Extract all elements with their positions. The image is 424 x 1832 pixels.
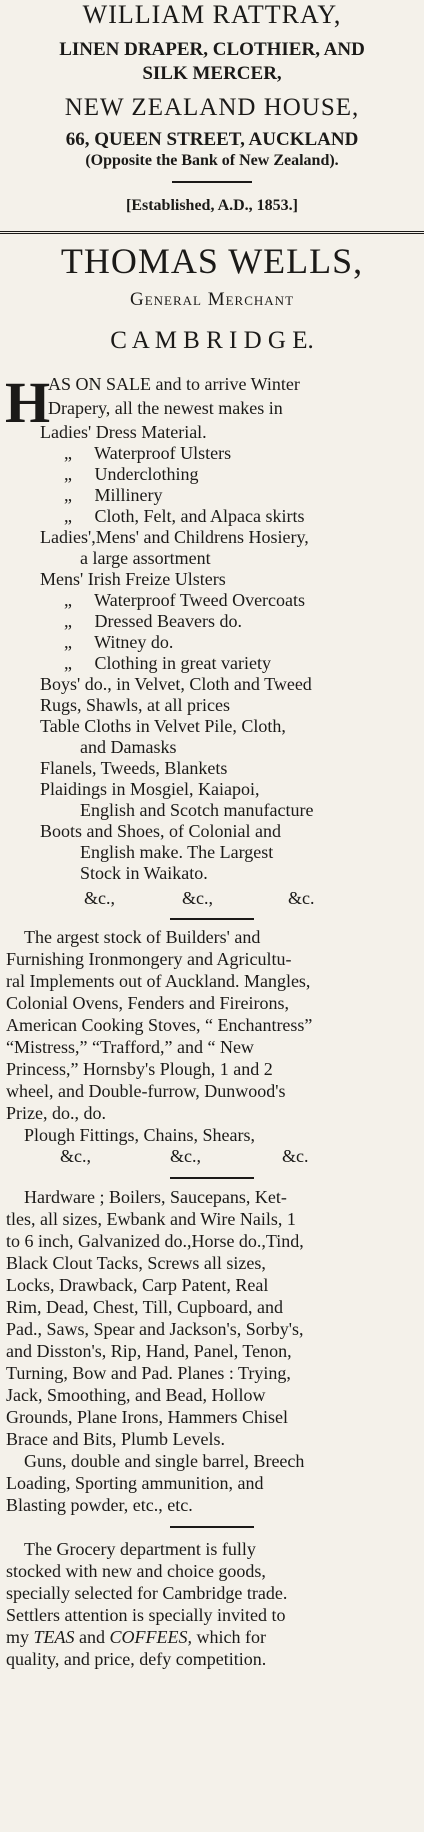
list-item: „ Millinery [64, 485, 163, 505]
paragraph-line: Guns, double and single barrel, Breech [24, 1451, 305, 1471]
paragraph-line: Princess,” Hornsby's Plough, 1 and 2 [6, 1059, 273, 1079]
paragraph-line: The Grocery department is fully [24, 1539, 256, 1559]
list-item: Stock in Waikato. [80, 863, 208, 883]
paragraph-line: Prize, do., do. [6, 1103, 106, 1123]
paragraph-line: wheel, and Double-furrow, Dunwood's [6, 1081, 286, 1101]
list-item: „ Cloth, Felt, and Alpaca skirts [64, 506, 305, 526]
etc-text: &c. [282, 1146, 309, 1166]
list-item: „ Dressed Beavers do. [64, 611, 242, 631]
paragraph-line: Settlers attention is specially invited to [6, 1605, 286, 1625]
paragraph-line: The argest stock of Builders' and [24, 927, 261, 947]
etc-text: &c., [170, 1146, 201, 1166]
list-item: „ Witney do. [64, 632, 174, 652]
advertiser-name: WILLIAM RATTRAY, [82, 0, 342, 29]
etc-text: &c. [288, 888, 315, 908]
list-item: English make. The Largest [80, 842, 274, 862]
list-item: Boots and Shoes, of Colonial and [40, 821, 281, 841]
text-span: which for [196, 1627, 267, 1647]
paragraph-line: Turning, Bow and Pad. Planes : Trying, [6, 1363, 291, 1383]
paragraph-line: Brace and Bits, Plumb Levels. [6, 1429, 225, 1449]
list-item: Flanels, Tweeds, Blankets [40, 758, 228, 778]
paragraph-line: American Cooking Stoves, “ Enchantress” [6, 1015, 313, 1035]
opposite-note: (Opposite the Bank of New Zealand). [85, 152, 339, 169]
etc-text: &c., [60, 1146, 91, 1166]
paragraph-line: specially selected for Cambridge trade. [6, 1583, 288, 1603]
list-item: Plaidings in Mosgiel, Kaiapoi, [40, 779, 260, 799]
paragraph-line: Plough Fittings, Chains, Shears, [24, 1125, 256, 1145]
text-span: and [79, 1627, 106, 1647]
paragraph-line: Loading, Sporting ammunition, and [6, 1473, 264, 1493]
paragraph-line: quality, and price, defy competition. [6, 1649, 267, 1669]
intro-line-1: AS ON SALE and to arrive Winter [48, 374, 300, 394]
short-rule [170, 1177, 254, 1179]
address: 66, QUEEN STREET, AUCKLAND [65, 129, 359, 150]
text-span: my [6, 1627, 30, 1647]
paragraph-line: tles, all sizes, Ewbank and Wire Nails, 1 [6, 1209, 296, 1229]
list-item: Rugs, Shawls, at all prices [40, 695, 230, 715]
list-item: English and Scotch manufacture [80, 800, 314, 820]
paragraph-line: and Disston's, Rip, Hand, Panel, Tenon, [6, 1341, 292, 1361]
list-item: a large assortment [80, 548, 211, 568]
list-item: „ Underclothing [64, 464, 199, 484]
paragraph-line [6, 1628, 266, 1646]
short-rule [172, 181, 252, 183]
house-name: NEW ZEALAND HOUSE, [64, 94, 360, 121]
paragraph-line: Rim, Dead, Chest, Till, Cupboard, and [6, 1297, 284, 1317]
paragraph-line: Blasting powder, etc., etc. [6, 1495, 193, 1515]
etc-text: &c., [84, 888, 115, 908]
short-rule [170, 918, 254, 920]
paragraph-line: Black Clout Tacks, Screws all sizes, [6, 1253, 266, 1273]
trade-line-2: SILK MERCER, [142, 63, 282, 84]
teas-italic: TEAS [33, 1627, 75, 1647]
list-item: and Damasks [80, 737, 177, 757]
drop-cap-letter: H [5, 370, 51, 435]
list-item: „ Waterproof Ulsters [64, 443, 232, 463]
merchant-title: General Merchant [129, 289, 295, 310]
paragraph-line: Hardware ; Boilers, Saucepans, Ket- [24, 1187, 287, 1207]
paragraph-line: Pad., Saws, Spear and Jackson's, Sorby's, [6, 1319, 304, 1339]
list-item: Ladies' Dress Material. [40, 422, 207, 442]
list-item: Mens' Irish Freize Ulsters [40, 569, 226, 589]
intro-line-2: Drapery, all the newest makes in [48, 398, 283, 418]
town-name: C A M B R I D G E. [110, 327, 314, 354]
established-note: [Established, A.D., 1853.] [125, 197, 299, 214]
trade-line-1: LINEN DRAPER, CLOTHIER, AND [59, 39, 365, 60]
separator-rule [0, 231, 424, 234]
list-item: Boys' do., in Velvet, Cloth and Tweed [40, 674, 312, 694]
coffees-italic: COFFEES, [109, 1627, 193, 1647]
paragraph-line: Locks, Drawback, Carp Patent, Real [6, 1275, 269, 1295]
paragraph-line: Grounds, Plane Irons, Hammers Chisel [6, 1407, 288, 1427]
paragraph-line: Colonial Ovens, Fenders and Fireirons, [6, 993, 289, 1013]
paragraph-line: “Mistress,” “Trafford,” and “ New [6, 1037, 254, 1057]
paragraph-line: stocked with new and choice goods, [6, 1561, 266, 1581]
list-item: „ Waterproof Tweed Overcoats [64, 590, 306, 610]
paragraph-line: to 6 inch, Galvanized do.,Horse do.,Tind, [6, 1231, 304, 1251]
etc-text: &c., [182, 888, 213, 908]
paragraph-line: Furnishing Ironmongery and Agricultu- [6, 949, 292, 969]
list-item: Table Cloths in Velvet Pile, Cloth, [40, 716, 286, 736]
short-rule [170, 1526, 254, 1528]
paragraph-line: Jack, Smoothing, and Bead, Hollow [6, 1385, 266, 1405]
paragraph-line: ral Implements out of Auckland. Mangles, [6, 971, 311, 991]
list-item: Ladies',Mens' and Childrens Hosiery, [40, 527, 309, 547]
advertiser-name: THOMAS WELLS, [60, 241, 364, 281]
list-item: „ Clothing in great variety [64, 653, 271, 673]
